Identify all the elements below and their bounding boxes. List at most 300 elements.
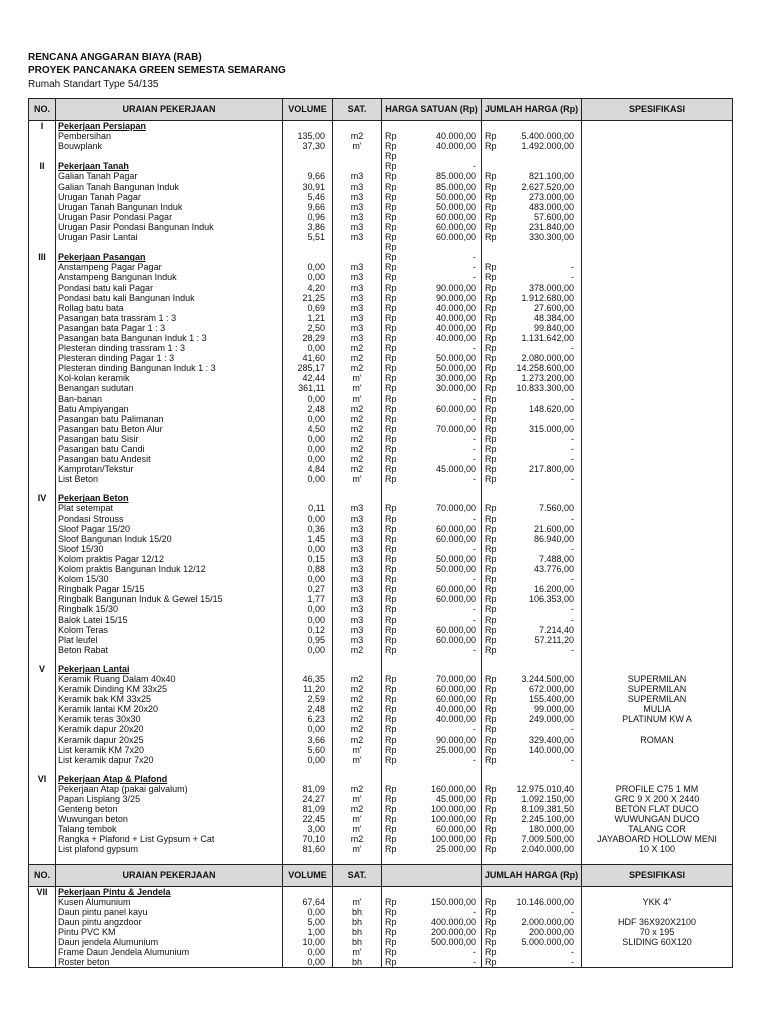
table-row	[29, 464, 733, 474]
jumlah-harga: 7.560,00	[538, 503, 574, 514]
item-unit: m2	[333, 684, 382, 694]
item-description: List Beton	[56, 474, 283, 484]
item-volume: 0,00	[283, 957, 333, 968]
item-unit: m3	[333, 262, 382, 272]
jumlah-harga: 99.000,00	[533, 704, 574, 715]
col-spesifikasi-header: SPESIFIKASI	[582, 864, 733, 886]
col-uraian-header: URAIAN PEKERJAAN	[56, 864, 283, 886]
harga-satuan	[409, 765, 482, 774]
item-description: Keramik teras 30x30	[56, 714, 283, 724]
jumlah-harga	[509, 484, 582, 493]
jumlah-currency: Rp	[482, 272, 510, 282]
item-volume: 4,50	[283, 424, 333, 434]
jumlah-harga: 378.000,00	[528, 282, 574, 293]
harga-currency: Rp	[382, 171, 410, 181]
item-specification: HDF 36X920X2100	[582, 917, 733, 927]
item-description: Keramik Dinding KM 33x25	[56, 684, 283, 694]
jumlah-currency	[482, 664, 510, 674]
item-unit: m'	[333, 947, 382, 957]
item-unit: m2	[333, 735, 382, 745]
item-volume: 6,23	[283, 714, 333, 724]
item-description: Pasangan bata Bangunan Induk 1 : 3	[56, 333, 283, 343]
harga-satuan: 40.000,00	[435, 131, 476, 142]
jumlah-harga: 231.840,00	[528, 221, 574, 232]
harga-currency	[382, 664, 410, 674]
jumlah-harga: -	[571, 614, 574, 625]
table-row	[29, 604, 733, 614]
item-description: Pembersihan	[56, 131, 283, 141]
jumlah-currency: Rp	[482, 212, 510, 222]
jumlah-currency: Rp	[482, 434, 510, 444]
item-description: Genteng beton	[56, 804, 283, 814]
table-row	[29, 625, 733, 635]
item-volume: 0,12	[283, 625, 333, 635]
item-specification	[582, 765, 733, 774]
item-specification	[582, 464, 733, 474]
table-row	[29, 293, 733, 303]
row-number: III	[29, 252, 56, 262]
harga-currency: Rp	[382, 674, 410, 684]
item-description: Sloof Bangunan Induk 15/20	[56, 534, 283, 544]
item-volume: 0,96	[283, 212, 333, 222]
jumlah-harga	[509, 493, 582, 503]
item-description: Pondasi Strouss	[56, 514, 283, 524]
row-number	[29, 615, 56, 625]
row-number	[29, 745, 56, 755]
jumlah-currency: Rp	[482, 131, 510, 141]
jumlah-harga: 48.384,00	[533, 312, 574, 323]
jumlah-harga: 148.620,00	[528, 403, 574, 414]
item-specification: PROFILE C75 1 MM	[582, 784, 733, 794]
item-volume	[283, 493, 333, 503]
harga-satuan	[409, 242, 482, 252]
row-number	[29, 524, 56, 534]
item-specification	[582, 383, 733, 393]
table-row	[29, 151, 733, 161]
harga-satuan: 50.000,00	[435, 553, 476, 564]
item-unit: m2	[333, 784, 382, 794]
harga-satuan: 200.000,00	[430, 926, 476, 937]
item-specification	[582, 514, 733, 524]
table-row	[29, 514, 733, 524]
item-specification	[582, 212, 733, 222]
jumlah-currency: Rp	[482, 283, 510, 293]
harga-satuan	[409, 121, 482, 132]
harga-satuan: -	[473, 433, 476, 444]
table-row	[29, 323, 733, 333]
jumlah-currency: Rp	[482, 444, 510, 454]
harga-satuan: -	[473, 272, 476, 283]
item-specification	[582, 755, 733, 765]
jumlah-harga: 2.040.000,00	[521, 844, 574, 855]
item-volume: 41,60	[283, 353, 333, 363]
item-unit: m'	[333, 814, 382, 824]
table-row	[29, 755, 733, 765]
jumlah-harga	[509, 886, 582, 897]
jumlah-currency	[482, 655, 510, 664]
row-number	[29, 404, 56, 414]
table-row	[29, 584, 733, 594]
harga-currency: Rp	[382, 635, 410, 645]
harga-satuan: 60.000,00	[435, 634, 476, 645]
jumlah-currency: Rp	[482, 141, 510, 151]
harga-currency: Rp	[382, 404, 410, 414]
jumlah-harga: 5.000.000,00	[521, 937, 574, 948]
jumlah-currency	[482, 493, 510, 503]
harga-currency	[382, 774, 410, 784]
item-specification	[582, 664, 733, 674]
jumlah-harga: 217.800,00	[528, 464, 574, 475]
jumlah-harga: -	[571, 454, 574, 465]
item-volume: 0,95	[283, 635, 333, 645]
jumlah-currency: Rp	[482, 897, 510, 907]
row-number	[29, 655, 56, 664]
row-number	[29, 464, 56, 474]
item-description: Urugan Pasir Pondasi Pagar	[56, 212, 283, 222]
item-description: Pekerjaan Pasangan	[56, 252, 283, 262]
item-description: Wuwungan beton	[56, 814, 283, 824]
item-unit: bh	[333, 907, 382, 917]
harga-satuan: 60.000,00	[435, 624, 476, 635]
item-description: Sloof Pagar 15/20	[56, 524, 283, 534]
item-specification	[582, 484, 733, 493]
jumlah-currency: Rp	[482, 303, 510, 313]
col-no-header: NO.	[29, 864, 56, 886]
item-volume: 22,45	[283, 814, 333, 824]
jumlah-harga: 27.600,00	[533, 302, 574, 313]
row-number	[29, 131, 56, 141]
table-row	[29, 735, 733, 745]
jumlah-harga: -	[571, 474, 574, 485]
row-number	[29, 303, 56, 313]
harga-currency	[382, 493, 410, 503]
table-row	[29, 434, 733, 444]
item-specification	[582, 404, 733, 414]
item-unit	[333, 493, 382, 503]
item-unit: bh	[333, 937, 382, 947]
row-number	[29, 444, 56, 454]
harga-satuan: 45.000,00	[435, 464, 476, 475]
item-volume: 81,09	[283, 784, 333, 794]
row-number	[29, 424, 56, 434]
harga-satuan	[409, 151, 482, 161]
harga-currency: Rp	[382, 947, 410, 957]
item-volume: 5,51	[283, 232, 333, 242]
jumlah-harga: -	[571, 444, 574, 454]
jumlah-currency: Rp	[482, 937, 510, 947]
item-volume: 0,00	[283, 724, 333, 734]
harga-currency: Rp	[382, 313, 410, 323]
harga-currency: Rp	[382, 897, 410, 907]
row-number	[29, 564, 56, 574]
item-specification: PLATINUM KW A	[582, 714, 733, 724]
row-number	[29, 202, 56, 212]
harga-currency: Rp	[382, 834, 410, 844]
item-description: Urugan Tanah Pagar	[56, 192, 283, 202]
item-unit: m3	[333, 272, 382, 282]
harga-satuan: 40.000,00	[435, 302, 476, 313]
jumlah-harga: 12.975.010,40	[516, 783, 574, 794]
row-number: I	[29, 121, 56, 132]
jumlah-currency: Rp	[482, 232, 510, 242]
row-number	[29, 724, 56, 734]
item-volume: 30,91	[283, 182, 333, 192]
harga-currency: Rp	[382, 514, 410, 524]
row-number	[29, 714, 56, 724]
harga-satuan: 60.000,00	[435, 533, 476, 544]
row-number	[29, 907, 56, 917]
jumlah-currency	[482, 121, 510, 132]
row-number	[29, 947, 56, 957]
item-unit: m2	[333, 694, 382, 704]
jumlah-currency: Rp	[482, 414, 510, 424]
item-description: Roster beton	[56, 957, 283, 968]
item-volume: 0,00	[283, 615, 333, 625]
harga-satuan: -	[473, 574, 476, 585]
table-row	[29, 794, 733, 804]
harga-currency: Rp	[382, 824, 410, 834]
item-specification	[582, 313, 733, 323]
harga-currency: Rp	[382, 784, 410, 794]
jumlah-currency: Rp	[482, 947, 510, 957]
item-description: Pekerjaan Lantai	[56, 664, 283, 674]
jumlah-currency	[482, 765, 510, 774]
item-description: Pasangan batu Palimanan	[56, 414, 283, 424]
jumlah-harga: -	[571, 574, 574, 585]
item-description: Galian Tanah Bangunan Induk	[56, 182, 283, 192]
item-unit: m2	[333, 414, 382, 424]
table-row	[29, 694, 733, 704]
jumlah-currency: Rp	[482, 804, 510, 814]
jumlah-harga: 2.245.100,00	[521, 814, 574, 825]
harga-satuan: 60.000,00	[435, 221, 476, 232]
item-unit	[333, 855, 382, 865]
item-specification	[582, 232, 733, 242]
item-description: Galian Tanah Pagar	[56, 171, 283, 181]
item-specification: GRC 9 X 200 X 2440	[582, 794, 733, 804]
item-unit: m3	[333, 212, 382, 222]
harga-currency: Rp	[382, 232, 410, 242]
item-description: Pasangan batu Andesit	[56, 454, 283, 464]
table-row	[29, 424, 733, 434]
jumlah-harga: 99.840,00	[533, 322, 574, 333]
harga-currency: Rp	[382, 141, 410, 151]
row-number: VI	[29, 774, 56, 784]
item-description: Plat setempat	[56, 503, 283, 513]
item-specification	[582, 171, 733, 181]
item-description: Kusen Alumunium	[56, 897, 283, 907]
jumlah-currency: Rp	[482, 755, 510, 765]
row-number	[29, 834, 56, 844]
col-sat-header: SAT.	[333, 99, 382, 121]
harga-satuan: 50.000,00	[435, 191, 476, 202]
jumlah-currency: Rp	[482, 524, 510, 534]
harga-satuan: 30.000,00	[435, 373, 476, 384]
jumlah-harga: -	[571, 906, 574, 917]
harga-currency: Rp	[382, 242, 410, 252]
item-volume: 0,00	[283, 514, 333, 524]
harga-satuan: 150.000,00	[430, 896, 476, 907]
harga-currency: Rp	[382, 735, 410, 745]
harga-satuan: -	[473, 947, 476, 958]
spacer-row	[29, 765, 733, 774]
harga-satuan: -	[473, 252, 476, 263]
table-row	[29, 534, 733, 544]
jumlah-harga	[509, 252, 582, 262]
item-unit: m3	[333, 283, 382, 293]
jumlah-harga: 7.009.500,00	[521, 834, 574, 845]
row-number	[29, 674, 56, 684]
jumlah-currency: Rp	[482, 745, 510, 755]
item-specification	[582, 283, 733, 293]
item-description: Kolom 15/30	[56, 574, 283, 584]
jumlah-currency: Rp	[482, 724, 510, 734]
table-row	[29, 313, 733, 323]
item-specification	[582, 886, 733, 897]
item-unit: m'	[333, 794, 382, 804]
jumlah-harga: 330.300,00	[528, 232, 574, 243]
jumlah-currency: Rp	[482, 735, 510, 745]
jumlah-harga: 1.131.642,00	[521, 332, 574, 343]
item-volume: 5,60	[283, 745, 333, 755]
col-sat-header: SAT.	[333, 864, 382, 886]
row-number	[29, 454, 56, 464]
jumlah-currency	[482, 242, 510, 252]
item-volume	[283, 151, 333, 161]
row-number	[29, 503, 56, 513]
item-volume: 2,59	[283, 694, 333, 704]
table-row	[29, 373, 733, 383]
item-specification	[582, 574, 733, 584]
item-description: Bouwplank	[56, 141, 283, 151]
jumlah-currency: Rp	[482, 503, 510, 513]
item-volume: 0,00	[283, 262, 333, 272]
item-unit: m3	[333, 171, 382, 181]
table-row	[29, 232, 733, 242]
jumlah-harga: 1.273.200,00	[521, 373, 574, 384]
item-volume: 2,48	[283, 704, 333, 714]
row-number	[29, 333, 56, 343]
item-description: Rangka + Plafond + List Gypsum + Cat	[56, 834, 283, 844]
row-number	[29, 363, 56, 373]
jumlah-currency: Rp	[482, 684, 510, 694]
harga-currency: Rp	[382, 151, 410, 161]
item-volume: 0,00	[283, 474, 333, 484]
item-description: Batu Ampiyangan	[56, 404, 283, 414]
jumlah-currency: Rp	[482, 604, 510, 614]
jumlah-currency: Rp	[482, 404, 510, 414]
item-volume: 0,00	[283, 454, 333, 464]
item-specification: ROMAN	[582, 735, 733, 745]
row-number	[29, 694, 56, 704]
item-description: Pekerjaan Beton	[56, 493, 283, 503]
item-specification: SLIDING 60X120	[582, 937, 733, 947]
jumlah-harga: -	[571, 947, 574, 958]
jumlah-harga: 10.833.300,00	[516, 383, 574, 394]
item-unit: m2	[333, 454, 382, 464]
harga-satuan: -	[473, 754, 476, 765]
jumlah-harga: 2.627.520,00	[521, 181, 574, 192]
jumlah-harga	[509, 151, 582, 161]
jumlah-harga: 200.000,00	[528, 926, 574, 937]
harga-satuan	[409, 493, 482, 503]
item-volume: 70,10	[283, 834, 333, 844]
item-unit: m2	[333, 724, 382, 734]
row-number	[29, 394, 56, 404]
harga-satuan: 70.000,00	[435, 423, 476, 434]
item-volume: 3,00	[283, 824, 333, 834]
item-unit: m2	[333, 804, 382, 814]
item-volume: 0,88	[283, 564, 333, 574]
row-number	[29, 957, 56, 968]
item-volume: 0,00	[283, 544, 333, 554]
item-specification	[582, 584, 733, 594]
item-specification: 70 x 195	[582, 927, 733, 937]
table-row	[29, 383, 733, 393]
harga-satuan: -	[473, 724, 476, 735]
item-specification	[582, 293, 733, 303]
harga-currency	[382, 655, 410, 664]
item-volume: 0,00	[283, 272, 333, 282]
harga-currency: Rp	[382, 444, 410, 454]
harga-currency: Rp	[382, 594, 410, 604]
table-row	[29, 283, 733, 293]
item-description: Pasangan batu Sisir	[56, 434, 283, 444]
jumlah-harga: 57.600,00	[533, 211, 574, 222]
item-specification	[582, 303, 733, 313]
row-number	[29, 937, 56, 947]
row-number	[29, 514, 56, 524]
row-number	[29, 534, 56, 544]
jumlah-harga: -	[571, 604, 574, 615]
harga-satuan: -	[473, 644, 476, 655]
item-description	[56, 484, 283, 493]
table-row	[29, 272, 733, 282]
item-volume: 10,00	[283, 937, 333, 947]
row-number	[29, 434, 56, 444]
col-volume-header: VOLUME	[283, 864, 333, 886]
item-description: Pasangan batu Candi	[56, 444, 283, 454]
table-row	[29, 834, 733, 844]
harga-currency: Rp	[382, 424, 410, 434]
row-number: V	[29, 664, 56, 674]
item-description	[56, 151, 283, 161]
jumlah-currency	[482, 252, 510, 262]
jumlah-currency: Rp	[482, 694, 510, 704]
row-number	[29, 272, 56, 282]
jumlah-currency: Rp	[482, 917, 510, 927]
item-unit: m3	[333, 293, 382, 303]
jumlah-harga: 10.146.000,00	[516, 896, 574, 907]
harga-satuan	[409, 855, 482, 865]
table-row	[29, 615, 733, 625]
item-unit	[333, 484, 382, 493]
jumlah-currency: Rp	[482, 474, 510, 484]
item-specification	[582, 615, 733, 625]
item-volume: 0,00	[283, 907, 333, 917]
item-unit: m3	[333, 615, 382, 625]
table-row	[29, 202, 733, 212]
harga-satuan: 40.000,00	[435, 714, 476, 725]
col-uraian-header: URAIAN PEKERJAAN	[56, 99, 283, 121]
harga-currency: Rp	[382, 394, 410, 404]
item-specification: WUWUNGAN DUCO	[582, 814, 733, 824]
item-volume: 1,77	[283, 594, 333, 604]
item-volume: 0,11	[283, 503, 333, 513]
item-volume: 46,35	[283, 674, 333, 684]
jumlah-harga: 14.258.600,00	[516, 363, 574, 374]
item-unit: m3	[333, 574, 382, 584]
